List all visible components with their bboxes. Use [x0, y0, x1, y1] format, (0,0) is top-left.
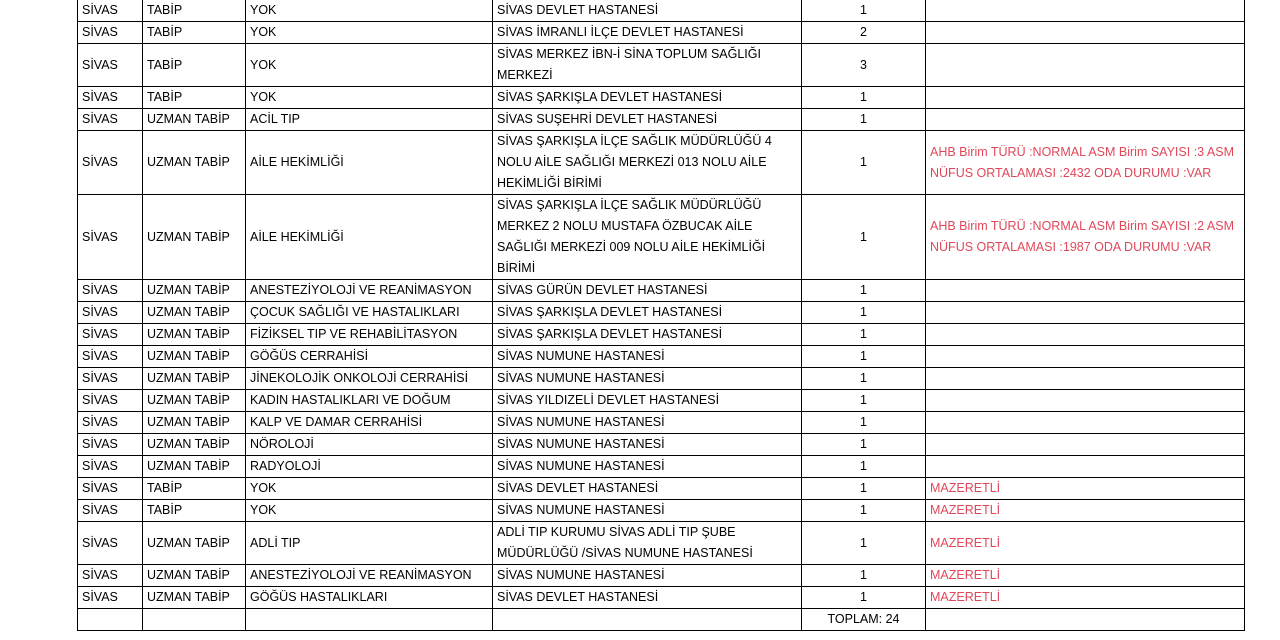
cell-brans: YOK — [246, 478, 493, 500]
cell-unvan: UZMAN TABİP — [143, 390, 246, 412]
cell-unvan: UZMAN TABİP — [143, 587, 246, 609]
cell-il: SİVAS — [78, 195, 143, 280]
cell-aciklama-note: MAZERETLİ — [926, 478, 1245, 500]
cell-aciklama-note: AHB Birim TÜRÜ :NORMAL ASM Birim SAYISI :3 ASM NÜFUS ORTALAMASI :2432 ODA DURUMU :VAR — [926, 131, 1245, 195]
cell-unvan: UZMAN TABİP — [143, 280, 246, 302]
table-row[interactable] — [78, 412, 1245, 434]
cell-brans: ÇOCUK SAĞLIĞI VE HASTALIKLARI — [246, 302, 493, 324]
cell-brans: ACİL TIP — [246, 109, 493, 131]
cell-adet: 1 — [802, 456, 926, 478]
cell-kurum: SİVAS DEVLET HASTANESİ — [493, 478, 802, 500]
table-row[interactable] — [78, 22, 1245, 44]
table-row[interactable] — [78, 131, 1245, 195]
cell-kurum: SİVAS DEVLET HASTANESİ — [493, 587, 802, 609]
cell-adet: 1 — [802, 412, 926, 434]
cell-unvan: UZMAN TABİP — [143, 412, 246, 434]
cell-il: SİVAS — [78, 522, 143, 565]
cell-brans: KADIN HASTALIKLARI VE DOĞUM — [246, 390, 493, 412]
table-row[interactable] — [78, 109, 1245, 131]
cell-il: SİVAS — [78, 500, 143, 522]
cell-adet: 1 — [802, 195, 926, 280]
table-row[interactable] — [78, 195, 1245, 280]
cell-kurum: SİVAS ŞARKIŞLA DEVLET HASTANESİ — [493, 87, 802, 109]
cell-adet: 1 — [802, 87, 926, 109]
cell-brans: YOK — [246, 500, 493, 522]
cell-unvan: UZMAN TABİP — [143, 522, 246, 565]
table-row[interactable] — [78, 587, 1245, 609]
cell-aciklama-note: MAZERETLİ — [926, 565, 1245, 587]
cell-il: SİVAS — [78, 109, 143, 131]
total-cell: TOPLAM: 24 — [802, 609, 926, 631]
cell-unvan: UZMAN TABİP — [143, 456, 246, 478]
cell-brans: KALP VE DAMAR CERRAHİSİ — [246, 412, 493, 434]
table-row[interactable] — [78, 0, 1245, 22]
cell-aciklama — [926, 302, 1245, 324]
cell-kurum: SİVAS ŞARKIŞLA DEVLET HASTANESİ — [493, 324, 802, 346]
cell-unvan: TABİP — [143, 22, 246, 44]
cell-kurum: SİVAS İMRANLI İLÇE DEVLET HASTANESİ — [493, 22, 802, 44]
cell-il: SİVAS — [78, 456, 143, 478]
cell-aciklama — [926, 412, 1245, 434]
cell-adet: 1 — [802, 131, 926, 195]
cell-kurum: SİVAS NUMUNE HASTANESİ — [493, 434, 802, 456]
cell-adet: 2 — [802, 22, 926, 44]
footer-cell-brans — [246, 609, 493, 631]
cell-kurum: ADLİ TIP KURUMU SİVAS ADLİ TIP ŞUBE MÜDÜRLÜĞÜ /SİVAS NUMUNE HASTANESİ — [493, 522, 802, 565]
cell-unvan: UZMAN TABİP — [143, 368, 246, 390]
cell-aciklama — [926, 44, 1245, 87]
footer-cell-aciklama — [926, 609, 1245, 631]
table-row[interactable] — [78, 565, 1245, 587]
cell-adet: 1 — [802, 0, 926, 22]
cell-adet: 1 — [802, 390, 926, 412]
table-row[interactable] — [78, 500, 1245, 522]
table-footer-row[interactable] — [78, 609, 1245, 631]
cell-brans: GÖĞÜS HASTALIKLARI — [246, 587, 493, 609]
cell-il: SİVAS — [78, 0, 143, 22]
cell-adet: 1 — [802, 302, 926, 324]
cell-aciklama — [926, 368, 1245, 390]
table-row[interactable] — [78, 478, 1245, 500]
cell-il: SİVAS — [78, 346, 143, 368]
cell-aciklama-note: AHB Birim TÜRÜ :NORMAL ASM Birim SAYISI :2 ASM NÜFUS ORTALAMASI :1987 ODA DURUMU :VAR — [926, 195, 1245, 280]
cell-kurum: SİVAS NUMUNE HASTANESİ — [493, 500, 802, 522]
cell-unvan: UZMAN TABİP — [143, 324, 246, 346]
table-row[interactable] — [78, 368, 1245, 390]
cell-unvan: UZMAN TABİP — [143, 195, 246, 280]
cell-unvan: UZMAN TABİP — [143, 302, 246, 324]
cell-il: SİVAS — [78, 131, 143, 195]
cell-adet: 1 — [802, 500, 926, 522]
cell-brans: ANESTEZİYOLOJİ VE REANİMASYON — [246, 565, 493, 587]
cell-adet: 3 — [802, 44, 926, 87]
cell-brans: NÖROLOJİ — [246, 434, 493, 456]
cell-adet: 1 — [802, 324, 926, 346]
table-row[interactable] — [78, 44, 1245, 87]
cell-aciklama — [926, 280, 1245, 302]
cell-aciklama — [926, 390, 1245, 412]
footer-cell-unvan — [143, 609, 246, 631]
table-row[interactable] — [78, 522, 1245, 565]
cell-unvan: TABİP — [143, 0, 246, 22]
table-row[interactable] — [78, 390, 1245, 412]
cell-brans: GÖĞÜS CERRAHİSİ — [246, 346, 493, 368]
cell-unvan: UZMAN TABİP — [143, 131, 246, 195]
cell-adet: 1 — [802, 522, 926, 565]
cell-brans: JİNEKOLOJİK ONKOLOJİ CERRAHİSİ — [246, 368, 493, 390]
cell-brans: YOK — [246, 22, 493, 44]
cell-il: SİVAS — [78, 434, 143, 456]
cell-aciklama — [926, 109, 1245, 131]
cell-unvan: UZMAN TABİP — [143, 109, 246, 131]
cell-aciklama — [926, 87, 1245, 109]
cell-unvan: UZMAN TABİP — [143, 434, 246, 456]
cell-il: SİVAS — [78, 22, 143, 44]
cell-brans: YOK — [246, 44, 493, 87]
cell-kurum: SİVAS DEVLET HASTANESİ — [493, 0, 802, 22]
cell-aciklama-note: MAZERETLİ — [926, 500, 1245, 522]
cell-il: SİVAS — [78, 412, 143, 434]
cell-brans: FİZİKSEL TIP VE REHABİLİTASYON — [246, 324, 493, 346]
cell-aciklama-note: MAZERETLİ — [926, 522, 1245, 565]
cell-kurum: SİVAS NUMUNE HASTANESİ — [493, 368, 802, 390]
cell-unvan: UZMAN TABİP — [143, 346, 246, 368]
cell-brans: ANESTEZİYOLOJİ VE REANİMASYON — [246, 280, 493, 302]
cell-adet: 1 — [802, 280, 926, 302]
cell-adet: 1 — [802, 478, 926, 500]
table-row[interactable] — [78, 456, 1245, 478]
cell-kurum: SİVAS MERKEZ İBN-İ SİNA TOPLUM SAĞLIĞI MERKEZİ — [493, 44, 802, 87]
cell-il: SİVAS — [78, 390, 143, 412]
table-row[interactable] — [78, 434, 1245, 456]
cell-aciklama — [926, 434, 1245, 456]
cell-kurum: SİVAS YILDIZELİ DEVLET HASTANESİ — [493, 390, 802, 412]
cell-kurum: SİVAS ŞARKIŞLA İLÇE SAĞLIK MÜDÜRLÜĞÜ MERKEZ 2 NOLU MUSTAFA ÖZBUCAK AİLE SAĞLIĞI MERKEZİ 009 NOLU AİLE HEKİMLİĞİ BİRİMİ — [493, 195, 802, 280]
cell-kurum: SİVAS NUMUNE HASTANESİ — [493, 346, 802, 368]
footer-cell-il — [78, 609, 143, 631]
table-row[interactable] — [78, 280, 1245, 302]
cell-adet: 1 — [802, 368, 926, 390]
table-body — [78, 0, 1245, 631]
cell-il: SİVAS — [78, 280, 143, 302]
personnel-allocation-table — [77, 0, 1245, 631]
cell-unvan: TABİP — [143, 478, 246, 500]
cell-aciklama-note: MAZERETLİ — [926, 587, 1245, 609]
cell-unvan: TABİP — [143, 44, 246, 87]
cell-aciklama — [926, 0, 1245, 22]
cell-kurum: SİVAS ŞARKIŞLA İLÇE SAĞLIK MÜDÜRLÜĞÜ 4 NOLU AİLE SAĞLIĞI MERKEZİ 013 NOLU AİLE HEKİMLİĞİ BİRİMİ — [493, 131, 802, 195]
cell-brans: YOK — [246, 0, 493, 22]
cell-kurum: SİVAS NUMUNE HASTANESİ — [493, 456, 802, 478]
cell-il: SİVAS — [78, 44, 143, 87]
cell-adet: 1 — [802, 434, 926, 456]
cell-il: SİVAS — [78, 368, 143, 390]
table-row[interactable] — [78, 87, 1245, 109]
cell-brans: RADYOLOJİ — [246, 456, 493, 478]
cell-il: SİVAS — [78, 565, 143, 587]
cell-brans: YOK — [246, 87, 493, 109]
cell-aciklama — [926, 324, 1245, 346]
cell-il: SİVAS — [78, 478, 143, 500]
cell-adet: 1 — [802, 565, 926, 587]
cell-il: SİVAS — [78, 587, 143, 609]
cell-kurum: SİVAS SUŞEHRİ DEVLET HASTANESİ — [493, 109, 802, 131]
cell-il: SİVAS — [78, 324, 143, 346]
cell-kurum: SİVAS NUMUNE HASTANESİ — [493, 565, 802, 587]
cell-unvan: UZMAN TABİP — [143, 565, 246, 587]
cell-brans: ADLİ TIP — [246, 522, 493, 565]
cell-aciklama — [926, 456, 1245, 478]
cell-brans: AİLE HEKİMLİĞİ — [246, 195, 493, 280]
cell-kurum: SİVAS GÜRÜN DEVLET HASTANESİ — [493, 280, 802, 302]
cell-aciklama — [926, 346, 1245, 368]
cell-brans: AİLE HEKİMLİĞİ — [246, 131, 493, 195]
cell-unvan: TABİP — [143, 500, 246, 522]
cell-adet: 1 — [802, 109, 926, 131]
cell-il: SİVAS — [78, 87, 143, 109]
cell-unvan: TABİP — [143, 87, 246, 109]
cell-il: SİVAS — [78, 302, 143, 324]
table-row[interactable] — [78, 346, 1245, 368]
footer-cell-kurum — [493, 609, 802, 631]
cell-adet: 1 — [802, 587, 926, 609]
cell-adet: 1 — [802, 346, 926, 368]
table-row[interactable] — [78, 302, 1245, 324]
cell-kurum: SİVAS ŞARKIŞLA DEVLET HASTANESİ — [493, 302, 802, 324]
table-row[interactable] — [78, 324, 1245, 346]
cell-aciklama — [926, 22, 1245, 44]
cell-kurum: SİVAS NUMUNE HASTANESİ — [493, 412, 802, 434]
